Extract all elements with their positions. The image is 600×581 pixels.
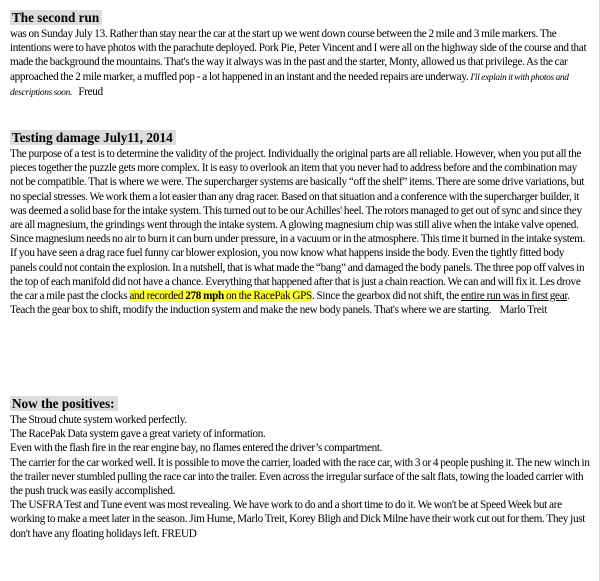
highlight-post: on the RacePak GPS	[223, 290, 312, 303]
section-testing-damage	[10, 129, 592, 317]
section-second-run	[10, 9, 592, 100]
highlight-speed: 278 mph	[185, 290, 224, 303]
positives-line: Even with the flash fire in the rear engine bay, no flames entered the driver’s compartment.	[10, 442, 383, 455]
section-positives	[10, 395, 592, 541]
section-body	[10, 147, 592, 317]
section-body	[10, 27, 592, 100]
underlined-text: entire run was in first gear	[460, 290, 568, 303]
body-text: was on Sunday July 13. Rather than stay near the car at the start up we went down course between the 2 mile and 3 mile markers. The intentions were to have photos with the parachute deployed. Pork Pie, Peter Vincent and I were all on the highway side of the course and that made the background the mountains. That's the way it always was in the past and the starter, Monty, allowed us that privilege. As the car approached the 2 mile marker, a muffled pop - a lot happened in an instant and the needed repairs are underway.	[10, 28, 587, 83]
highlight-pre: and recorded	[129, 290, 186, 303]
positives-line: The Stroud chute system worked perfectly.	[10, 414, 187, 426]
body-text: The purpose of a test is to determine the validity of the project. Individually the original parts are all reliable. However, when you put all the pieces together the puzzle gets more complex. It is easy to overlook an item that you never had to address before and the combination may not be compatible. That is where we were. The supercharger systems are basically “off the shelf” items. There are some drive variations, but no special stresses. We work them a lot easier than any drag racer. Based on that situation and a conference with the supercharger builder, it was deemed a solid base for the intake system. This turned out to be our Achilles' heel. The rotors managed to get out of sync and since they are all magnesium, the grindings went through the intake system. A glowing magnesium chip was still alive when the intake valve opened. Since magnesium needs no air to burn it can burn under pressure, in a vacuum or in the atmosphere. This time it burned in the intake system. If you have seen a drag race fuel funny car blower explosion, you now know what happens inside the body. Even the tightly fitted body panels could not contain the explosion. In a nutshell, that is what made the “bang” and damaged the body panels. The three pop off valves in the top of each manifold did not have a chance. Everything that happened after that is just a chain reaction. We can and will fix it. Les drove the car a mile past the clocks	[10, 148, 585, 303]
section-heading: Now the positives:	[10, 396, 118, 411]
body-text-2: . Since the gearbox did not shift, the	[311, 290, 459, 303]
section-heading: Testing damage July11, 2014	[10, 130, 176, 145]
positives-line: The carrier for the car worked well. It is possible to move the carrier, loaded with the race car, with 3 or 4 people pushing it. The new winch in the trailer never stumbled pulling the race car into the trailer. Even across the irregular surface of the salt flats, towing the loaded carrier with the push truck was easily accomplished.	[10, 456, 590, 498]
signature: Freud	[78, 85, 103, 98]
section-heading: The second run	[10, 10, 102, 25]
body-text-3: . Teach the gear box to shift, modify the induction system and make the new body panels. That's where we are starting.	[10, 290, 570, 317]
positives-line: The USFRA Test and Tune event was most revealing. We have work to do and a short time to do it. We won't be at Speed Week but are working to make a meet later in the season. Jim Hume, Marlo Treit, Korey Bligh and Dick Milne have their work cut out for them. They just don't have any floating holidays left. FREUD	[10, 499, 586, 540]
highlighted-text	[129, 290, 312, 302]
positives-line: The RacePak Data system gave a great variety of information.	[10, 428, 266, 441]
italic-note: I'll explain it with photos and descriptions soon.	[10, 72, 569, 98]
signature: Marlo Treit	[499, 304, 547, 317]
